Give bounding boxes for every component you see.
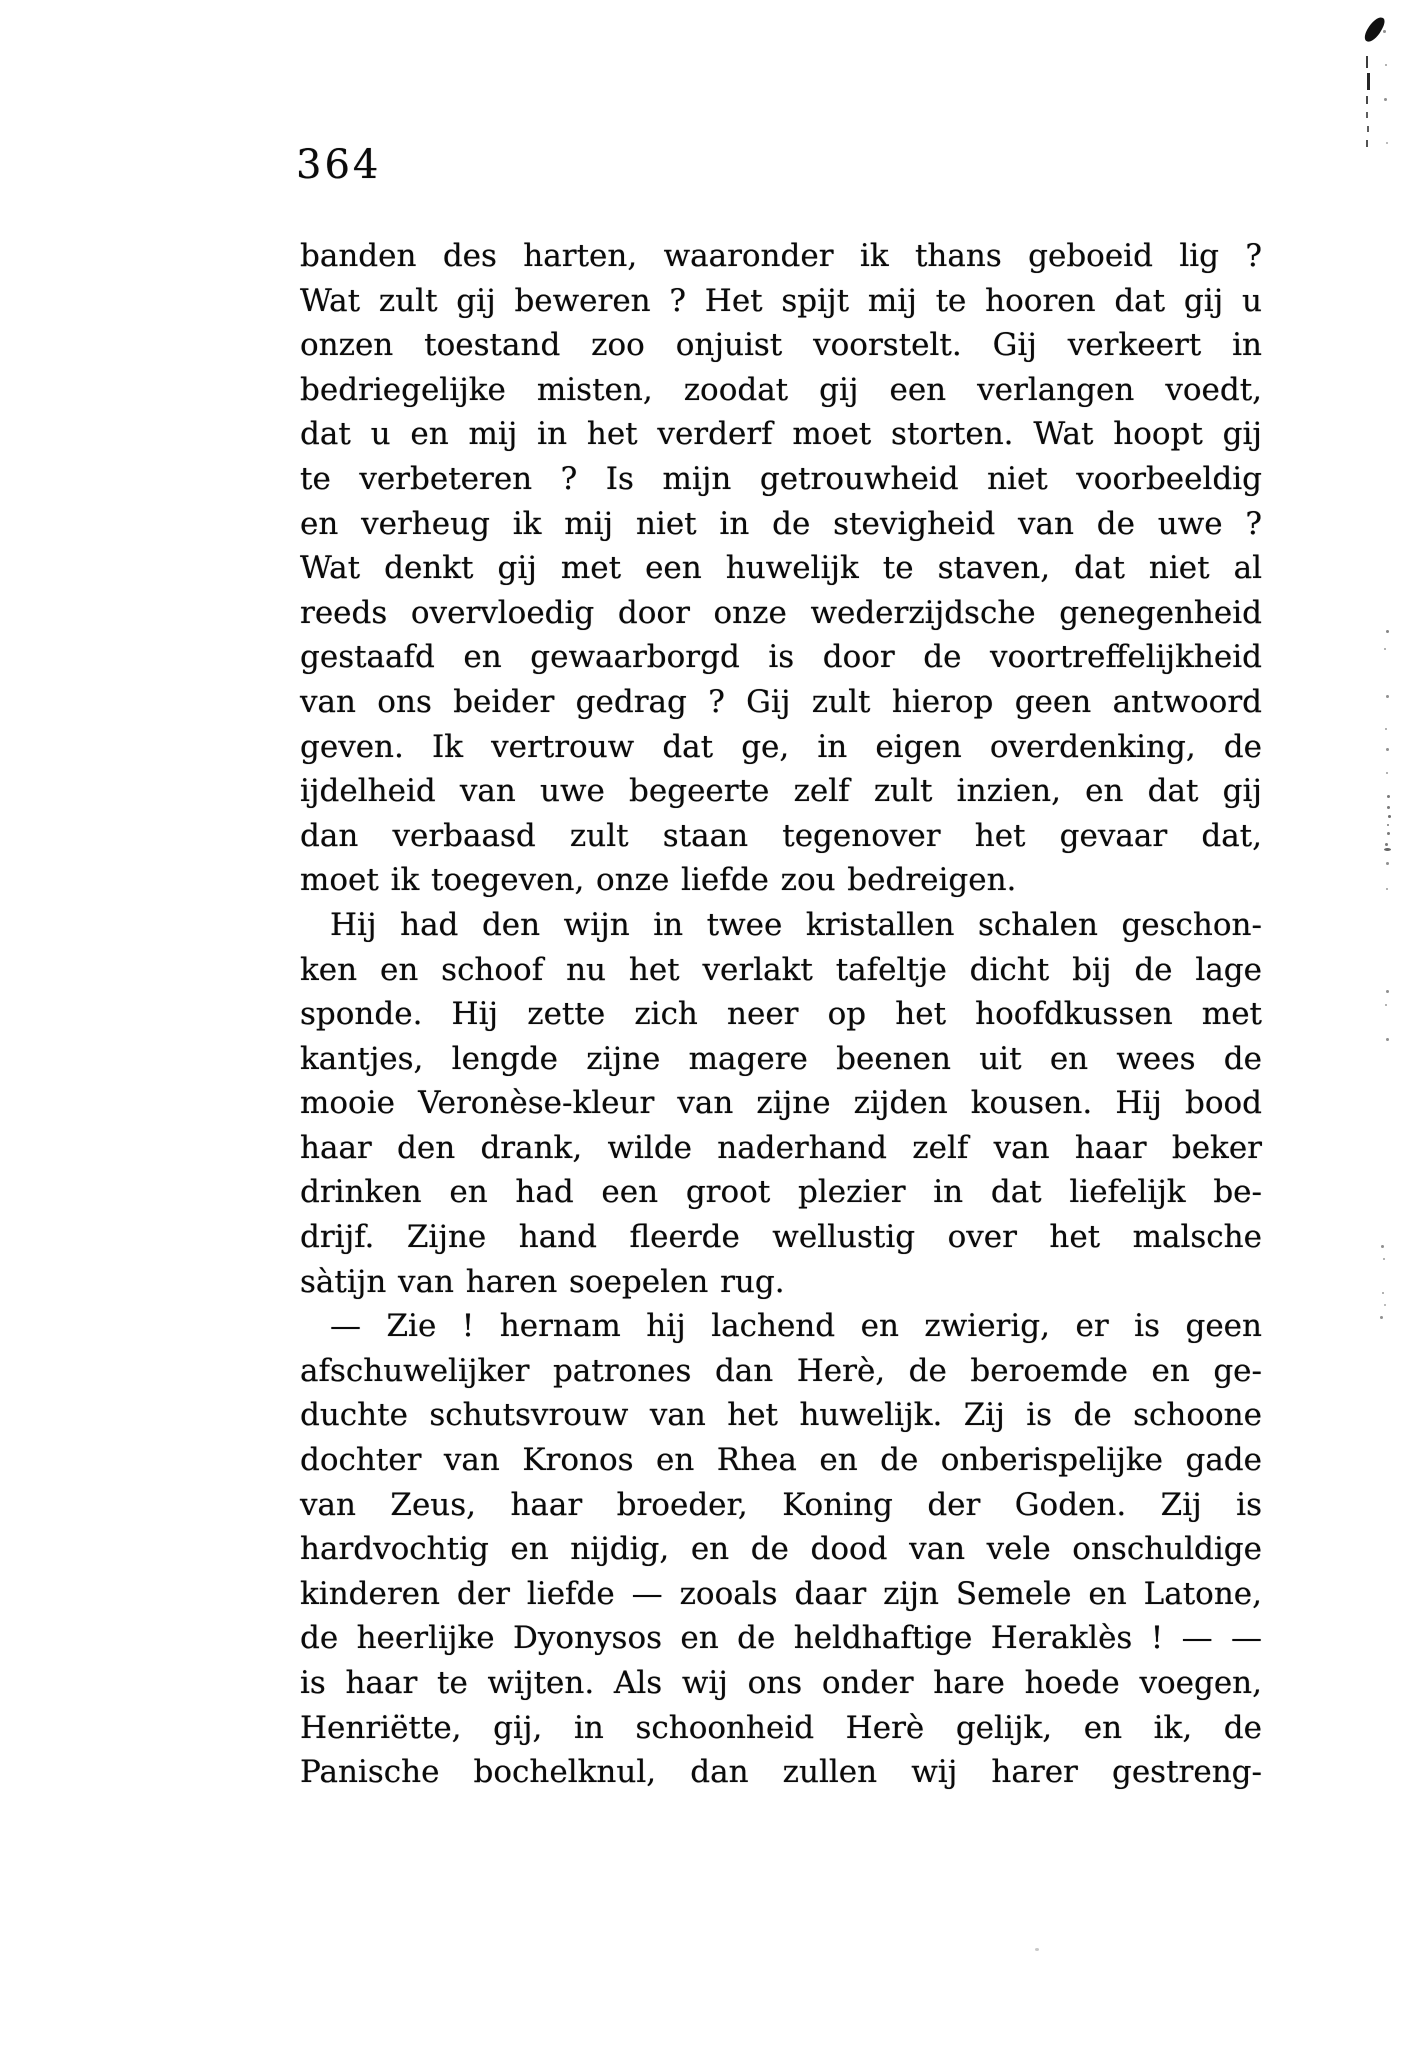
scan-speck-artifact (1386, 990, 1389, 993)
text-line: haar den drank, wilde naderhand zelf van haar beker (300, 1129, 1262, 1166)
paragraph (300, 903, 1262, 1304)
text-line: mooie Veronèse-kleur van zijne zijden kousen. Hij bood (300, 1085, 1262, 1122)
text-line: banden des harten, waaronder ik thans geboeid lig ? (300, 238, 1262, 274)
scan-speck-artifact (1384, 1304, 1386, 1306)
text-line: en verheug ik mij niet in de stevigheid van de uwe ? (300, 505, 1262, 542)
text-line: — Zie ! hernam hij lachend en zwierig, er is geen (330, 1308, 1262, 1345)
scan-speck-artifact (1383, 1258, 1385, 1260)
text-line: bedriegelijke misten, zoodat gij een verlangen voedt, (300, 371, 1262, 408)
scan-speck-artifact (1385, 728, 1387, 730)
text-line: is haar te wijten. Als wij ons onder hare hoede voegen, (300, 1665, 1262, 1701)
scan-speck-artifact (1386, 748, 1389, 751)
text-line: gestaafd en gewaarborgd is door de voortreffelijkheid (300, 639, 1262, 676)
scan-speck-artifact (1384, 848, 1391, 851)
text-line: sàtijn van haren soepelen rug. (300, 1263, 785, 1300)
text-line: geven. Ik vertrouw dat ge, in eigen overdenking, de (300, 728, 1262, 765)
text-line: afschuwelijker patrones dan Herè, de beroemde en ge- (300, 1352, 1262, 1389)
text-line: ijdelheid van uwe begeerte zelf zult inzien, en dat gij (300, 773, 1262, 810)
scan-speck-artifact (1386, 888, 1388, 890)
scan-speck-artifact (1386, 630, 1389, 633)
scan-line-artifact (1366, 56, 1368, 68)
scan-speck-artifact (1387, 824, 1389, 826)
scan-speck-artifact (1383, 30, 1386, 33)
text-line: ken en schoof nu het verlakt tafeltje dicht bij de lage (300, 951, 1262, 988)
text-line: drinken en had een groot plezier in dat liefelijk be- (300, 1174, 1262, 1211)
scan-speck-artifact (1385, 1004, 1387, 1006)
text-line: te verbeteren ? Is mijn getrouwheid niet voorbeeldig (300, 460, 1262, 497)
text-line: Wat denkt gij met een huwelijk te staven, dat niet al (300, 550, 1262, 587)
scan-line-artifact (1366, 96, 1368, 104)
text-line: van ons beider gedrag ? Gij zult hierop geen antwoord (300, 683, 1262, 720)
scan-line-artifact (1367, 73, 1370, 90)
paragraph (300, 234, 1262, 903)
text-line: dochter van Kronos en Rhea en de onberispelijke gade (300, 1442, 1262, 1479)
scan-speck-artifact (1387, 832, 1390, 835)
text-line: dat u en mij in het verderf moet storten. Wat hoopt gij (300, 416, 1262, 453)
text-line: Henriëtte, gij, in schoonheid Herè gelijk, en ik, de (300, 1709, 1262, 1746)
text-line: moet ik toegeven, onze liefde zou bedreigen. (300, 862, 1017, 899)
text-line: kantjes, lengde zijne magere beenen uit en wees de (300, 1040, 1262, 1077)
scan-speck-artifact (1382, 1292, 1384, 1294)
scan-speck-artifact (1380, 1316, 1383, 1319)
scan-speck-artifact (1387, 806, 1390, 809)
text-line: duchte schutsvrouw van het huwelijk. Zij is de schoone (300, 1397, 1262, 1434)
scan-speck-artifact (1386, 695, 1389, 698)
text-line: drijf. Zijne hand fleerde wellustig over het malsche (300, 1219, 1262, 1256)
text-line: onzen toestand zoo onjuist voorstelt. Gij verkeert in (300, 327, 1262, 364)
scan-speck-artifact (1386, 1038, 1389, 1041)
text-line: Panische bochelknul, dan zullen wij harer gestreng- (300, 1754, 1262, 1791)
scan-speck-artifact (1035, 1948, 1039, 1951)
scan-speck-artifact (1381, 1245, 1384, 1248)
scan-line-artifact (1366, 140, 1368, 147)
scan-speck-artifact (1384, 98, 1387, 101)
scan-line-artifact (1366, 112, 1368, 118)
scan-speck-artifact (1385, 843, 1388, 846)
text-line: Hij had den wijn in twee kristallen schalen geschon- (330, 906, 1262, 943)
scan-speck-artifact (1386, 862, 1389, 865)
scan-speck-artifact (1386, 142, 1388, 144)
text-line: dan verbaasd zult staan tegenover het gevaar dat, (300, 817, 1262, 854)
scan-speck-artifact (1387, 795, 1390, 798)
text-line: van Zeus, haar broeder, Koning der Goden. Zij is (300, 1486, 1262, 1523)
scan-speck-artifact (1384, 648, 1386, 650)
text-block (300, 234, 1262, 1795)
page-number: 364 (296, 142, 382, 188)
scan-line-artifact (1367, 126, 1369, 132)
text-line: sponde. Hij zette zich neer op het hoofdkussen met (300, 996, 1262, 1033)
text-line: reeds overvloedig door onze wederzijdsche genegenheid (300, 594, 1262, 631)
scan-speck-artifact (1385, 64, 1387, 66)
scan-speck-artifact (1388, 815, 1391, 818)
text-line: Wat zult gij beweren ? Het spijt mij te hooren dat gij u (300, 282, 1262, 319)
scan-speck-artifact (1386, 772, 1388, 774)
paragraph (300, 1304, 1262, 1795)
text-line: hardvochtig en nijdig, en de dood van vele onschuldige (300, 1531, 1262, 1568)
text-line: de heerlijke Dyonysos en de heldhaftige Heraklès ! — — (300, 1620, 1262, 1657)
text-line: kinderen der liefde — zooals daar zijn Semele en Latone, (300, 1575, 1262, 1612)
